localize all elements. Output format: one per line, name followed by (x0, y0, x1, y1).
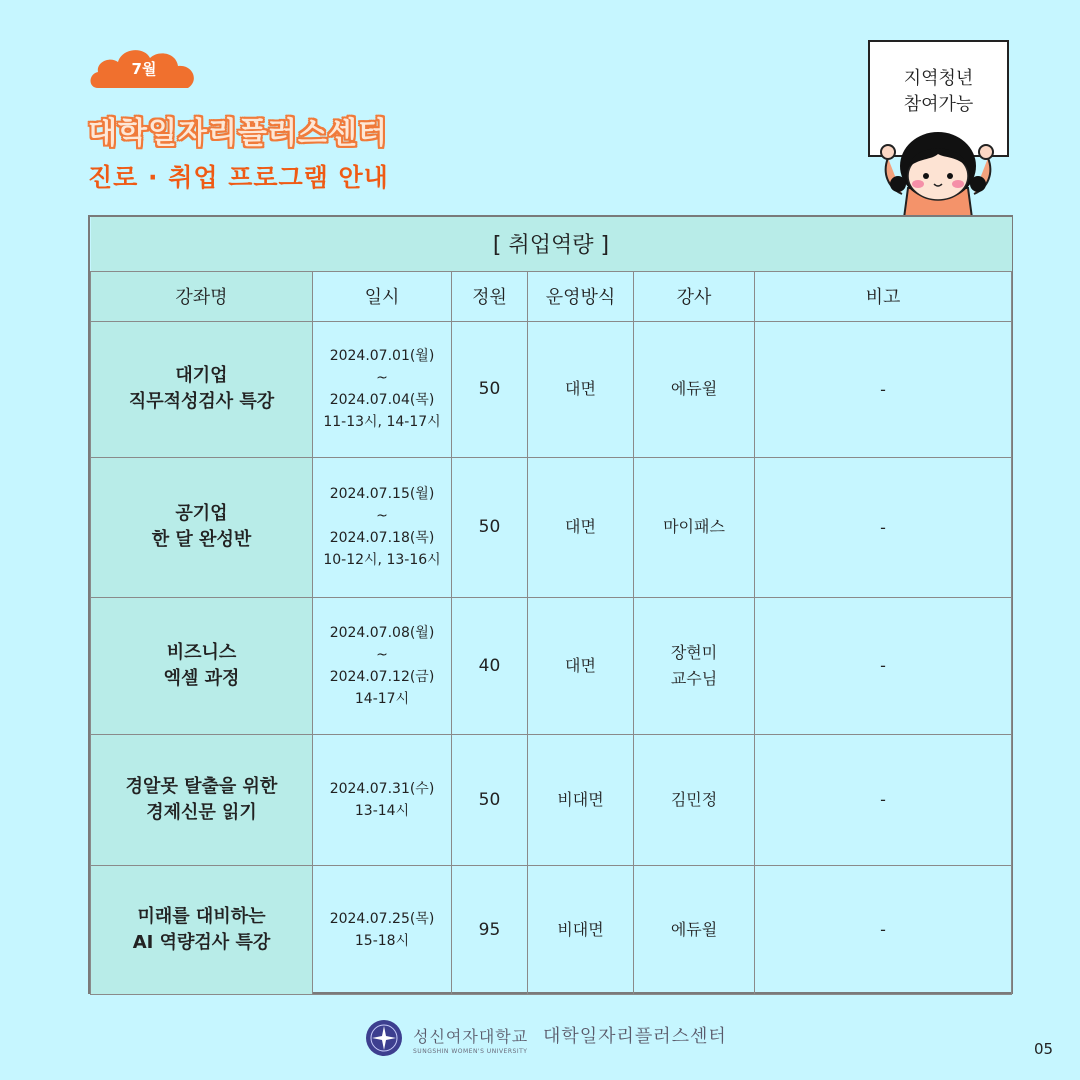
course-capacity: 50 (452, 321, 528, 457)
sign-line: 참여가능 (903, 94, 974, 115)
course-name: 대기업 직무적성검사 특강 (91, 321, 313, 457)
table-row (91, 597, 1012, 734)
table-caption: [ 취업역량 ] (91, 217, 1012, 271)
university-name: 성신여자대학교 (413, 1026, 529, 1046)
course-instructor: 장현미 교수님 (634, 597, 755, 734)
column-header-course: 강좌명 (91, 271, 313, 321)
table-row (91, 734, 1012, 865)
sign-line: 지역청년 (903, 68, 974, 89)
course-name: 공기업 한 달 완성반 (91, 457, 313, 597)
program-title: 진로 · 취업 프로그램 안내 (88, 163, 389, 192)
table-header-row (91, 271, 1012, 321)
page-number: 05 (1034, 1040, 1054, 1058)
university-emblem-icon (365, 1019, 403, 1057)
table-row (91, 865, 1012, 994)
university-english-name: SUNGSHIN WOMEN'S UNIVERSITY (413, 1047, 528, 1055)
course-mode: 비대면 (528, 865, 634, 994)
course-capacity: 40 (452, 597, 528, 734)
course-capacity: 95 (452, 865, 528, 994)
column-header-date: 일시 (313, 271, 452, 321)
course-note: - (755, 321, 1012, 457)
column-header-instructor: 강사 (634, 271, 755, 321)
course-name: 미래를 대비하는 AI 역량검사 특강 (91, 865, 313, 994)
girl-holding-sign-illustration (862, 38, 1014, 218)
table-row (91, 321, 1012, 457)
course-mode: 대면 (528, 321, 634, 457)
course-instructor: 에듀윌 (634, 321, 755, 457)
footer-center-name: 대학일자리플러스센터 (542, 1025, 727, 1047)
course-mode: 비대면 (528, 734, 634, 865)
course-mode: 대면 (528, 457, 634, 597)
column-header-note: 비고 (755, 271, 1012, 321)
course-date: 2024.07.15(월) ~ 2024.07.18(목) 10-12시, 13-16시 (313, 457, 452, 597)
course-instructor: 마이패스 (634, 457, 755, 597)
course-capacity: 50 (452, 457, 528, 597)
course-name: 경알못 탈출을 위한 경제신문 읽기 (91, 734, 313, 865)
course-note: - (755, 734, 1012, 865)
month-label: 7월 (131, 60, 157, 78)
course-date: 2024.07.25(목) 15-18시 (313, 865, 452, 994)
program-table (88, 215, 1013, 994)
course-note: - (755, 457, 1012, 597)
column-header-capacity: 정원 (452, 271, 528, 321)
table-row (91, 457, 1012, 597)
course-date: 2024.07.31(수) 13-14시 (313, 734, 452, 865)
course-date: 2024.07.08(월) ~ 2024.07.12(금) 14-17시 (313, 597, 452, 734)
sign-text (869, 66, 1008, 118)
column-header-mode: 운영방식 (528, 271, 634, 321)
course-instructor: 김민정 (634, 734, 755, 865)
course-note: - (755, 597, 1012, 734)
course-capacity: 50 (452, 734, 528, 865)
course-mode: 대면 (528, 597, 634, 734)
footer (365, 1018, 727, 1058)
course-date: 2024.07.01(월) ~ 2024.07.04(목) 11-13시, 14-17시 (313, 321, 452, 457)
course-note: - (755, 865, 1012, 994)
center-title: 대학일자리플러스센터 (88, 116, 388, 151)
course-name: 비즈니스 엑셀 과정 (91, 597, 313, 734)
course-instructor: 에듀윌 (634, 865, 755, 994)
